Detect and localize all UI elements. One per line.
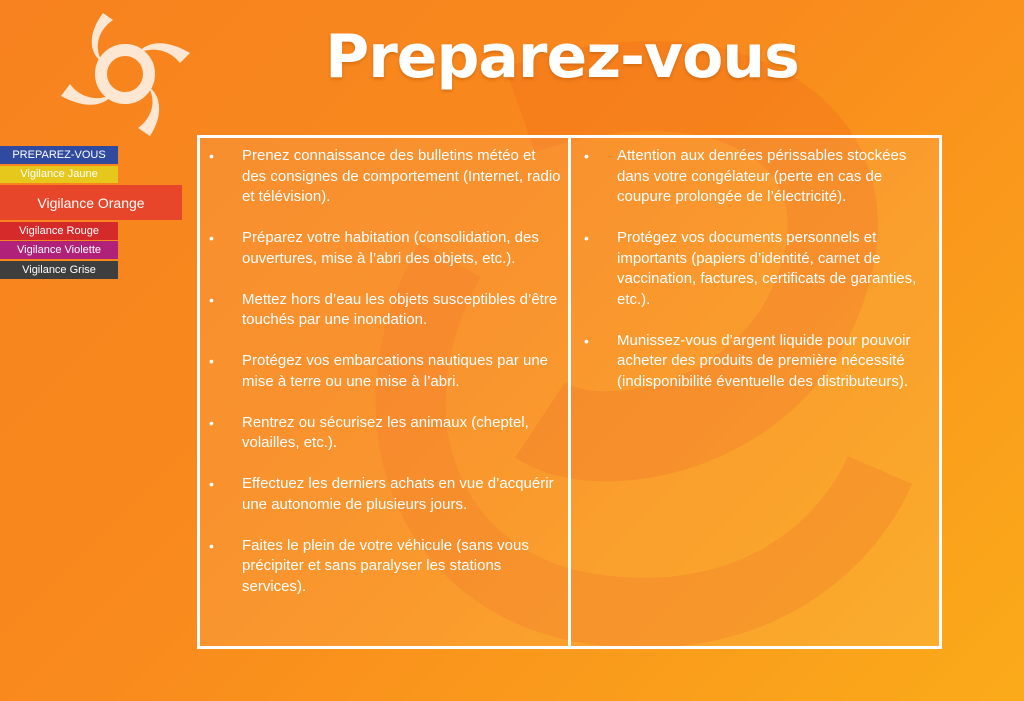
list-item: • Mettez hors d’eau les objets susceptibles d’être touchés par une inondation. [200,290,562,331]
page-title: Preparez-vous [325,22,799,92]
nav-item-label: Vigilance Grise [22,263,96,276]
nav-item-label: Vigilance Jaune [20,168,98,180]
nav-item-preparez-vous[interactable] [0,146,118,164]
list-item: • Protégez vos documents personnels et importants (papiers d’identité, carnet de vaccination, factures, certificats de garanties, etc.). [575,228,935,310]
list-item: • Effectuez les derniers achats en vue d’acquérir une autonomie de plusieurs jours. [200,474,562,515]
list-item: • Rentrez ou sécurisez les animaux (cheptel, volailles, etc.). [200,413,562,454]
list-item: • Préparez votre habitation (consolidation, des ouvertures, mise à l’abri des objets, etc.). [200,228,562,269]
nav-item-label: Vigilance Violette [17,243,101,256]
nav-item-vigilance-orange[interactable] [0,185,182,220]
nav-item-vigilance-rouge[interactable] [0,222,118,240]
column-divider [568,135,571,649]
list-item: • Prenez connaissance des bulletins météo et des consignes de comportement (Internet, radio et télévision). [200,146,562,208]
nav-item-vigilance-jaune[interactable] [0,166,118,183]
nav-item-label: Vigilance Orange [37,194,145,211]
nav-item-label: Vigilance Rouge [19,224,99,237]
nav-item-vigilance-grise[interactable] [0,261,118,279]
left-column [200,146,562,618]
nav-item-label: PREPAREZ-VOUS [12,148,106,161]
list-item: • Protégez vos embarcations nautiques par une mise à terre ou une mise à l’abri. [200,351,562,392]
list-item: • Attention aux denrées périssables stockées dans votre congélateur (perte en cas de coupure prolongée de l’électricité). [575,146,935,208]
nav-item-vigilance-violette[interactable] [0,241,118,259]
right-column [575,146,935,413]
list-item: • Faites le plein de votre véhicule (sans vous précipiter et sans paralyser les stations services). [200,536,562,598]
list-item: • Munissez-vous d’argent liquide pour pouvoir acheter des produits de première nécessité (indisponibilité éventuelle des distributeurs). [575,331,935,393]
